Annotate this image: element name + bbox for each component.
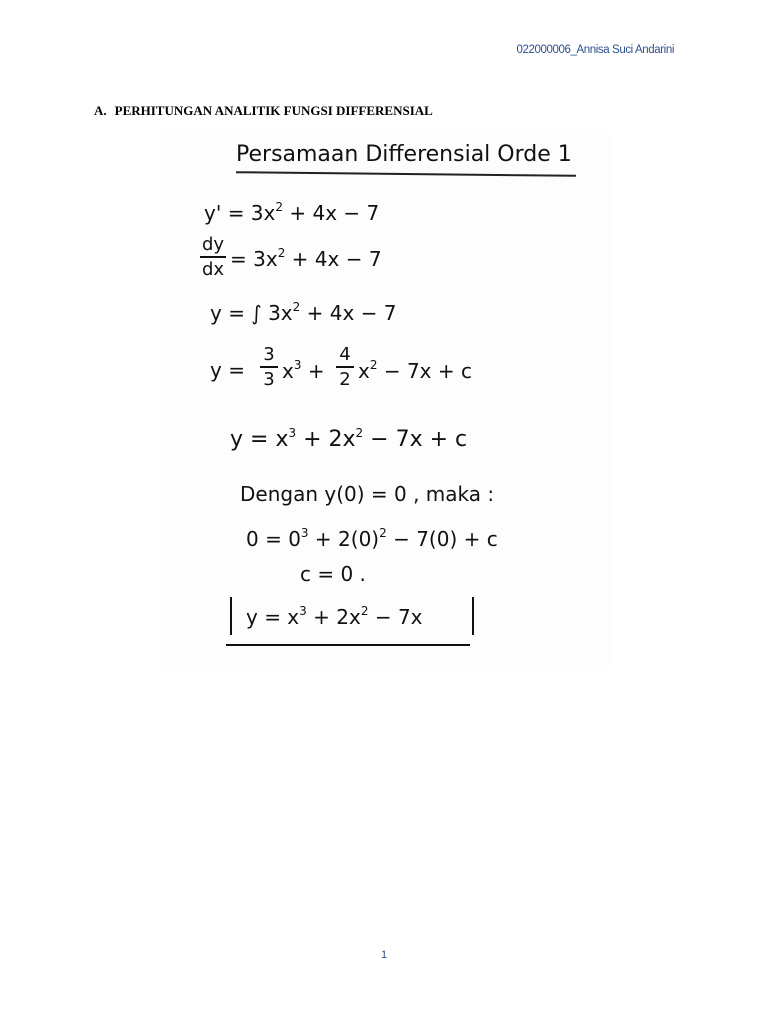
equation-line-1: $y' = 3x^2 + 4x - 7$ bbox=[204, 200, 380, 225]
header-author: 022000006_Annisa Suci Andarini bbox=[516, 44, 674, 56]
title-underline bbox=[236, 171, 576, 177]
fraction-dy-dx: dy dx bbox=[201, 234, 225, 280]
section-title: PERHITUNGAN ANALITIK FUNGSI DIFFERENSIAL bbox=[114, 103, 433, 118]
equation-line-5: $y = x^3 + 2x^2 - 7x + c$ bbox=[230, 426, 468, 452]
fraction-4-2: 4 2 bbox=[336, 344, 354, 390]
answer-underline bbox=[226, 644, 470, 646]
handwritten-notes bbox=[160, 130, 610, 670]
notes-title: Persamaan Differensial Orde 1 bbox=[236, 142, 572, 167]
equation-line-4-term1: $x^3$ + bbox=[282, 358, 325, 383]
section-heading bbox=[94, 103, 433, 119]
equation-line-4-term2: $x^2 - 7x + c$ bbox=[358, 358, 472, 383]
equation-line-2: = $3x^2 + 4x - 7$ bbox=[230, 246, 382, 271]
condition-line: Dengan y(0) = 0 , maka : bbox=[240, 482, 495, 506]
equation-line-3: y = ∫ $3x^2 + 4x - 7$ bbox=[210, 300, 397, 325]
equation-line-4-lhs: y = bbox=[210, 358, 245, 382]
section-marker: A. bbox=[94, 103, 107, 118]
final-answer: $y = x^3 + 2x^2 - 7x$ bbox=[246, 604, 423, 629]
fraction-3-3: 3 3 bbox=[260, 344, 278, 390]
equation-line-7: $0 = 0^3 + 2(0)^2 - 7(0) + c$ bbox=[246, 526, 498, 551]
constant-result: c = 0 . bbox=[300, 562, 366, 586]
page-number: 1 bbox=[380, 949, 388, 961]
